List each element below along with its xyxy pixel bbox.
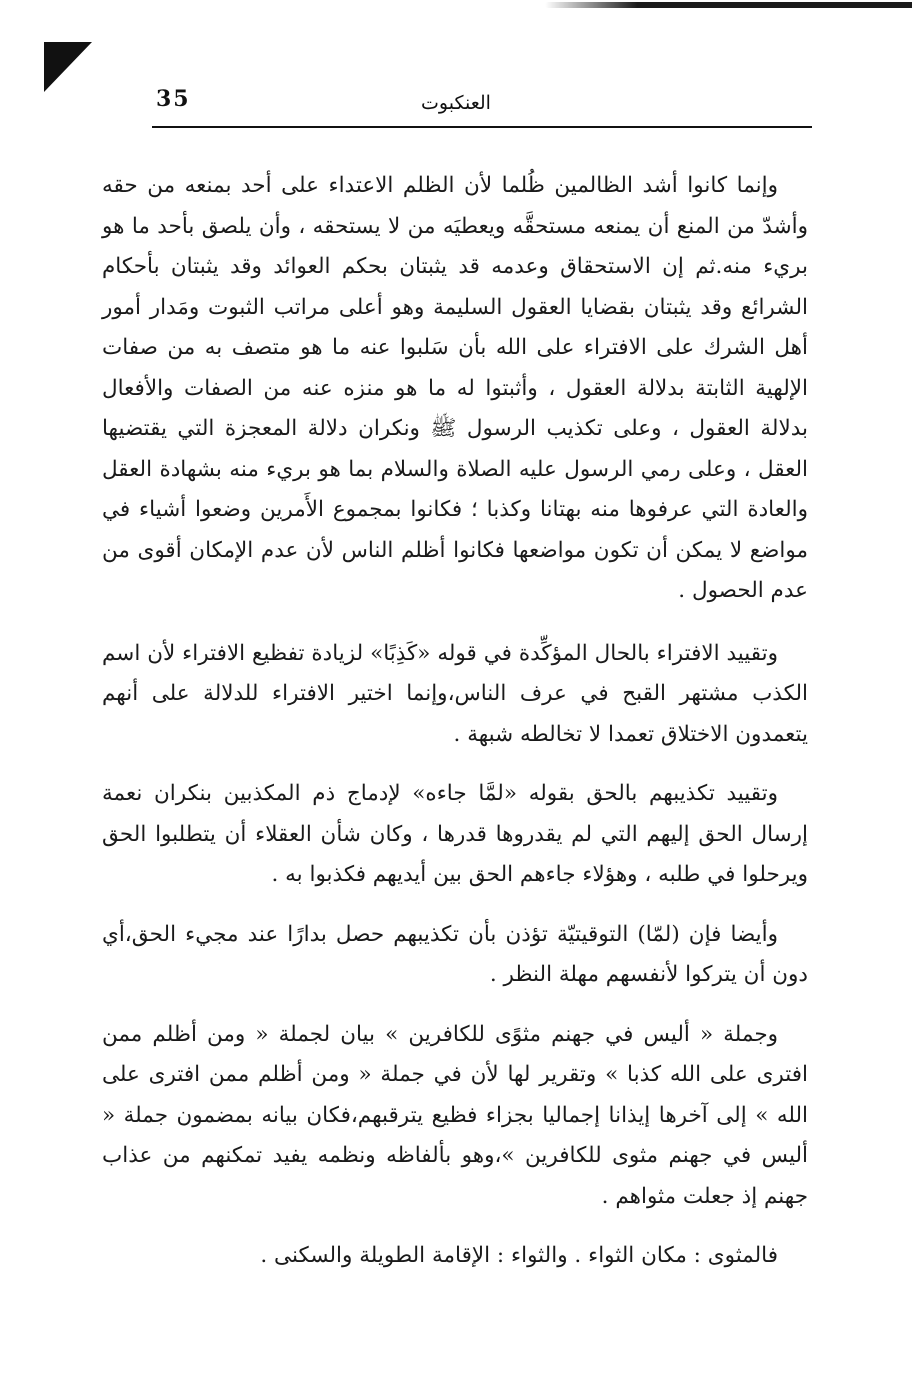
paragraph-1: وإنما كانوا أشد الظالمين ظُلما لأن الظلم الاعتداء على أحد بمنعه من حقه وأشدّ من المنع أن يمنعه مستحقَّه ويعطيَه من لا يستحقه ، وأن يلصق بأحد ما هو بريء منه.ثم إن الاستحقاق وعدمه قد يثبتان بحكم العوائد وقد يثبتان بأحكام الشرائع وقد يثبتان بقضايا العقول السليمة وهو أعلى مراتب الثبوت ومَدار أمور أهل الشرك على الافتراء على الله بأن سَلبوا عنه ما هو متصف به من صفات الإلهية الثابتة بدلالة العقول ، وأثبتوا له ما هو منزه عنه من الصفات والأفعال بدلالة العقول ، وعلى تكذيب الرسول ﷺ ونكران دلالة المعجزة التي يقتضيها العقل ، وعلى رمي الرسول عليه الصلاة والسلام بما هو بريء منه بشهادة العقل والعادة التي عرفوها منه بهتانا وكذبا ؛ فكانوا بمجموع الأَمرين وضعوا أشياء في مواضع لا يمكن أن تكون مواضعها فكانوا أظلم الناس لأن عدم الإمكان أقوى من عدم الحصول . — [102, 173, 808, 603]
paragraph-4: وأيضا فإن (لمّا) التوقيتيّة تؤذن بأن تكذيبهم حصل بدارًا عند مجيء الحق،أي دون أن يتركوا لأنفسهم مهلة النظر . — [102, 921, 808, 987]
header-rule — [152, 126, 812, 128]
running-title: العنكبوت — [421, 92, 491, 114]
top-edge-rule — [545, 2, 912, 8]
paragraph-2: وتقييد الافتراء بالحال المؤكِّدة في قوله «كَذِبًا» لزيادة تفظيع الافتراء لأن اسم الكذب مشتهر القبح في عرف الناس،وإنما اختير الافتراء للدلالة على أنهم يتعمدون الاختلاق تعمدا لا تخالطه شبهة . — [102, 640, 808, 747]
body-text — [102, 166, 808, 1277]
paragraph-6: فالمثوى : مكان الثواء . والثواء : الإقامة الطويلة والسكنى . — [260, 1243, 778, 1268]
paragraph-5: وجملة « أليس في جهنم مثوًى للكافرين » بيان لجملة « ومن أظلم ممن افترى على الله كذبا » وتقرير لها لأن في جملة « ومن أظلم ممن افترى على الله » إلى آخرها إيذانا إجماليا بجزاء فظيع يترقبهم،فكان بيانه بمضمون جملة « أليس في جهنم مثوى للكافرين »،وهو بألفاظه ونظمه يفيد تمكنهم من عذاب جهنم إذ جعلت مثواهم . — [102, 1021, 808, 1209]
page-number: 35 — [156, 86, 191, 112]
paragraph-3: وتقييد تكذيبهم بالحق بقوله «لمَّا جاءه» لإدماج ذم المكذبين بنكران نعمة إرسال الحق إليهم التي لم يقدروها قدرها ، وكان شأن العقلاء أن يتطلبوا الحق ويرحلوا في طلبه ، وهؤلاء جاءهم الحق بين أيديهم فكذبوا به . — [102, 781, 808, 887]
corner-triangle-mark — [44, 42, 92, 92]
